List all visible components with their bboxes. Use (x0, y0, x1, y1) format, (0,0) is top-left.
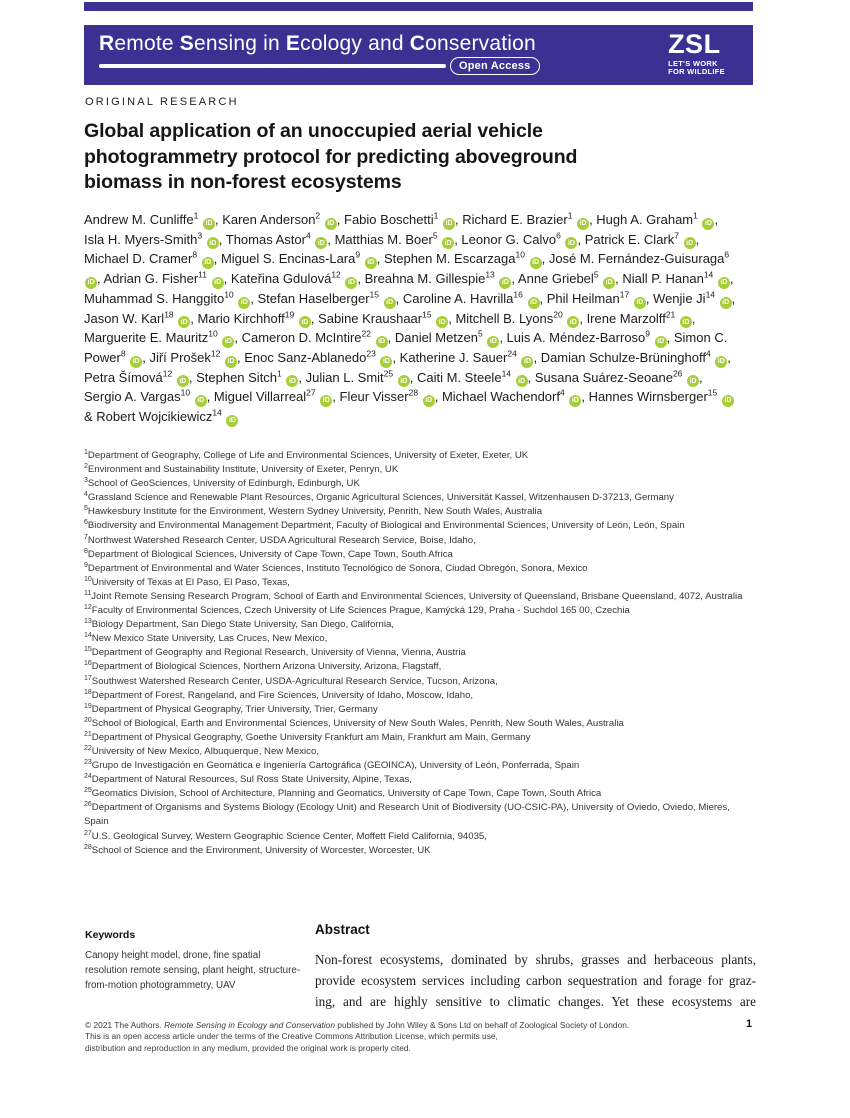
orcid-icon[interactable]: iD (718, 277, 730, 289)
orcid-icon[interactable]: iD (443, 218, 455, 230)
abstract-line: ing, and are highly sensitive to climatic changes. Yet these ecosystems are (315, 994, 756, 1009)
affiliation-item: $^{13}$Biology Department, San Diego State University, San Diego, California, (84, 617, 394, 631)
journal-banner (84, 25, 753, 85)
affiliation-item: $^{10}$University of Texas at El Paso, El Paso, Texas, (84, 575, 290, 588)
author-name: Niall P. Hanan$^{14}$ (622, 269, 714, 287)
orcid-icon[interactable]: iD (222, 336, 234, 348)
orcid-icon[interactable]: iD (702, 218, 714, 230)
author-name: Caroline A. Havrilla$^{16}$ (402, 289, 523, 306)
copyright-prefix: © 2021 The Authors. (85, 1020, 165, 1030)
author-name: Breahna M. Gillespie$^{13}$ (364, 269, 495, 287)
affiliation-item: $^5$Hawkesbury Institute for the Environment, Western Sydney University, Penrith, New South Wales, Australia (84, 505, 543, 518)
author-name: Miguel Villarreal$^{27}$ (213, 388, 316, 405)
journal-title-segment: cology and (300, 32, 410, 55)
affiliation-item: $^2$Environment and Sustainability Institute, University of Exeter, Penryn, UK (84, 462, 399, 476)
affiliation-item: $^{17}$Southwest Watershed Research Center, USDA-Agricultural Research Service, Tucson, Arizona, (84, 674, 498, 687)
orcid-icon[interactable]: iD (178, 316, 190, 328)
author-name: Muhammad S. Hanggito$^{10}$ (84, 289, 234, 306)
keywords-heading: Keywords (85, 929, 136, 941)
orcid-icon[interactable]: iD (722, 395, 734, 407)
author-name: Stephen M. Escarzaga$^{10}$ (383, 250, 525, 267)
authors-block: Andrew M. Cunliffe$^1$ iD , Karen Anderson$^2$ iD , Fabio Boschetti$^1$ iD , Richard E. Brazier$^1$ iD , Hugh A. Graham$^1$ iD , Isla H. Myers-Smith$^3$ iD , Thomas Astor$^4$ iD , Matthias M. Boer$^5$ iD , Leonor G. Calvo$^6$ iD , Patrick E. Clark$^7$ iD , Michael D. Cramer$^8$ iD , Miguel S. Encinas-Lara$^9$ iD , Stephen M. Escarzaga$^{10}$ iD , José M. Fernández-Guisuraga$^6$ iD , Adrian G. Fisher$^{11}$ iD , Kateřina Gdulová$^{12}$ iD , Breahna M. Gillespie$^{13}$ iD , Anne Griebel$^5$ iD , Niall P. Hanan$^{14}$ iD , Muhammad S. Hanggito$^{10}$ iD , Stefan Haselberger$^{15}$ iD , Caroline A. Havrilla$^{16}$ iD , Phil Heilman$^{17}$ iD , Wenjie Ji$^{14}$ iD , Jason W. Karl$^{18}$ iD , Mario Kirchhoff$^{19}$ iD , Sabine Kraushaar$^{15}$ iD , Mitchell B. Lyons$^{20}$ iD , Irene Marzolff$^{21}$ iD , Marguerite E. Mauritz$^{10}$ iD , Cameron D. McIntire$^{22}$ iD , Daniel Metzen$^5$ iD , Luis A. Méndez-Barroso$^9$ iD , Simon C. Power$^8$ iD , Jiří Prošek$^{12}$ iD , Enoc Sanz-Ablanedo$^{23}$ iD , Katherine J. Sauer$^{24}$ iD , Damian Schulze-Brüninghoff$^4$ iD , Petra Šímová$^{12}$ iD , Stephen Sitch$^1$ iD , Julian L. Smit$^{25}$ iD , Caiti M. Steele$^{14}$ iD , Susana Suárez-Seoane$^{26}$ iD , Sergio A. Vargas$^{10}$ iD , Miguel Villarreal$^{27}$ iD , Fleur Visser$^{28}$ iD , Michael Wachendorf$^4$ iD , Hannes Wirnsberger$^{15}$ iD & Robert Wojcikiewicz$^{14}$ iD (84, 210, 740, 427)
author-name: Fabio Boschetti$^1$ (344, 210, 439, 227)
author-name: Michael D. Cramer$^8$ (84, 250, 198, 267)
author-name: Robert Wojcikiewicz$^{14}$ (96, 407, 222, 425)
author-name: Adrian G. Fisher$^{11}$ (103, 269, 207, 287)
author-name: Enoc Sanz-Ablanedo$^{23}$ (244, 348, 376, 365)
orcid-icon[interactable]: iD (398, 375, 410, 387)
footer-copyright (85, 1020, 725, 1054)
author-name: Karen Anderson$^2$ (222, 210, 321, 227)
journal-title-segment: E (285, 32, 301, 55)
affiliation-item: $^1$Department of Geography, College of Life and Environmental Sciences, University of Exeter, Exeter, UK (84, 448, 529, 461)
author-name: Thomas Astor$^4$ (225, 230, 311, 247)
zsl-tagline-line2: FOR WILDLIFE (668, 67, 725, 76)
author-name: Fleur Visser$^{28}$ (339, 388, 419, 405)
orcid-icon[interactable]: iD (130, 356, 142, 368)
orcid-icon[interactable]: iD (569, 395, 581, 407)
author-name: Irene Marzolff$^{21}$ (586, 309, 676, 326)
orcid-icon[interactable]: iD (442, 237, 454, 249)
author-name: Wenjie Ji$^{14}$ (653, 289, 716, 306)
affiliation-item: $^{20}$School of Biological, Earth and Environmental Sciences, University of New South Wales, Penrith, New South Wales, Australia (84, 716, 624, 729)
author-name: Leonor G. Calvo$^6$ (461, 230, 561, 247)
affiliation-item: $^{27}$U.S. Geological Survey, Western Geographic Science Center, Moffett Field California, 94035, (84, 829, 487, 842)
author-name: Sergio A. Vargas$^{10}$ (84, 388, 191, 405)
author-name: Marguerite E. Mauritz$^{10}$ (84, 328, 218, 346)
orcid-icon[interactable]: iD (203, 218, 215, 230)
affiliation-item: $^{19}$Department of Physical Geography, Trier University, Trier, Germany (84, 702, 378, 715)
author-name: Sabine Kraushaar$^{15}$ (318, 309, 432, 326)
keywords-section (85, 929, 303, 993)
author-name: Richard E. Brazier$^1$ (462, 210, 573, 227)
author-name: Jason W. Karl$^{18}$ (84, 309, 174, 326)
author-name: Mario Kirchhoff$^{19}$ (197, 309, 295, 326)
orcid-icon[interactable]: iD (516, 375, 528, 387)
author-name: Julian L. Smit$^{25}$ (305, 368, 394, 385)
abstract-section (315, 922, 756, 1012)
orcid-icon[interactable]: iD (567, 316, 579, 328)
orcid-icon[interactable]: iD (687, 375, 699, 387)
affiliation-item: $^{18}$Department of Forest, Rangeland, and Fire Sciences, University of Idaho, Moscow, Idaho, (84, 688, 474, 701)
affiliation-item: $^{16}$Department of Biological Sciences, Northern Arizona University, Arizona, Flagstaff, (84, 660, 442, 673)
banner-divider-rule (99, 64, 446, 68)
author-name: Hannes Wirnsberger$^{15}$ (588, 388, 718, 405)
open-access-badge[interactable]: Open Access (450, 57, 540, 75)
affiliation-item: $^8$Department of Biological Sciences, University of Cape Town, Cape Town, South Africa (84, 547, 453, 560)
affiliation-item: $^6$Biodiversity and Environmental Management Department, Faculty of Biological and Environmental Sciences, University of León, León, Spain (84, 519, 685, 532)
orcid-icon[interactable]: iD (380, 356, 392, 368)
author-name: Isla H. Myers-Smith$^3$ (84, 230, 203, 247)
page-number: 1 (746, 1018, 753, 1030)
orcid-icon[interactable]: iD (177, 375, 189, 387)
orcid-icon[interactable]: iD (655, 336, 667, 348)
journal-title-segment: emote (114, 32, 180, 55)
author-name: Daniel Metzen$^5$ (394, 328, 483, 346)
orcid-icon[interactable]: iD (345, 277, 357, 289)
orcid-icon[interactable]: iD (436, 316, 448, 328)
affiliation-item: $^4$Grassland Science and Renewable Plant Resources, Organic Agricultural Sciences, Universität Kassel, Witzenhausen D-37213, Germany (84, 491, 674, 504)
author-name: Kateřina Gdulová$^{12}$ (230, 269, 341, 287)
author-name: Luis A. Méndez-Barroso$^9$ (506, 328, 651, 346)
journal-title-segment: onservation (425, 32, 536, 55)
affiliation-item: $^{14}$New Mexico State University, Las Cruces, New Mexico, (84, 632, 328, 645)
journal-title (99, 32, 536, 56)
author-name: Matthias M. Boer$^5$ (334, 230, 438, 247)
zsl-logo (668, 31, 725, 76)
author-name: Miguel S. Encinas-Lara$^9$ (220, 250, 361, 267)
journal-title-segment: S (179, 32, 194, 55)
abstract-text (315, 949, 756, 1012)
author-name: Phil Heilman$^{17}$ (546, 289, 630, 306)
zsl-tagline-line1: LET'S WORK (668, 59, 718, 68)
affiliation-item: $^{11}$Joint Remote Sensing Research Program, School of Earth and Environmental Sciences, University of Queensland, Brisbane Queensland, 4072, Australia (84, 589, 743, 602)
orcid-icon[interactable]: iD (603, 277, 615, 289)
author-name: Susana Suárez-Seoane$^{26}$ (534, 368, 683, 385)
author-name: Simon C. Power$^8$ (84, 330, 728, 365)
affiliation-item: $^{12}$Faculty of Environmental Sciences, Czech University of Life Sciences Prague, Kamýcká 129, Praha - Suchdol 165 00, Czechia (84, 603, 630, 617)
zsl-tagline (668, 60, 725, 76)
orcid-icon[interactable]: iD (530, 257, 542, 269)
orcid-icon[interactable]: iD (487, 336, 499, 348)
orcid-icon[interactable]: iD (202, 257, 214, 269)
keywords-text: Canopy height model, drone, fine spatial resolution remote sensing, plant height, structure-from-motion photogrammetry, UAV (85, 950, 301, 991)
author-name: Patrick E. Clark$^7$ (584, 230, 679, 247)
license-line-2: distribution and reproduction in any medium, provided the original work is properly cited. (85, 1042, 411, 1053)
orcid-icon[interactable]: iD (499, 277, 511, 289)
orcid-icon[interactable]: iD (720, 297, 732, 309)
orcid-icon[interactable]: iD (212, 277, 224, 289)
author-name: Caiti M. Steele$^{14}$ (417, 368, 512, 385)
affiliation-item: $^{21}$Department of Physical Geography, Goethe University Frankfurt am Main, Frankfurt am Main, Germany (84, 730, 531, 743)
copyright-suffix: published by John Wiley & Sons Ltd on behalf of Zoological Society of London. (334, 1020, 630, 1030)
author-name: Cameron D. McIntire$^{22}$ (241, 328, 371, 346)
orcid-icon[interactable]: iD (299, 316, 311, 328)
orcid-icon[interactable]: iD (226, 415, 238, 427)
author-name: Stefan Haselberger$^{15}$ (257, 289, 379, 306)
author-name: Andrew M. Cunliffe$^1$ (84, 210, 199, 227)
affiliation-item: $^9$Department of Environmental and Water Sciences, Instituto Tecnológico de Sonora, Ciudad Obregón, Sonora, Mexico (84, 561, 588, 574)
orcid-icon[interactable]: iD (238, 297, 250, 309)
affiliation-item: $^{26}$Department of Organisms and Systems Biology (Ecology Unit) and Research Unit of Biodiversity (UO-CSIC-PA), University of Oviedo, Oviedo, Mieres, Spain (84, 801, 730, 828)
top-accent-bar (84, 2, 753, 11)
author-name: Hugh A. Graham$^1$ (596, 210, 698, 227)
author-name: Petra Šímová$^{12}$ (84, 368, 173, 385)
author-name: Jiří Prošek$^{12}$ (149, 348, 221, 365)
orcid-icon[interactable]: iD (207, 237, 219, 249)
zsl-logo-text: ZSL (668, 29, 721, 59)
author-name: Michael Wachendorf$^4$ (441, 388, 565, 405)
orcid-icon[interactable]: iD (577, 218, 589, 230)
affiliation-item: $^{23}$Grupo de Investigación en Geomática e Ingeniería Cartográfica (GEOINCA), University of León, Ponferrada, Spain (84, 758, 580, 772)
orcid-icon[interactable]: iD (528, 297, 540, 309)
author-name: Mitchell B. Lyons$^{20}$ (455, 309, 563, 326)
author-name: Anne Griebel$^5$ (517, 269, 599, 287)
affiliation-item: $^{15}$Department of Geography and Regional Research, University of Vienna, Vienna, Austria (84, 646, 466, 659)
affiliation-item: $^{22}$University of New Mexico, Albuquerque, New Mexico, (84, 744, 319, 757)
author-name: Damian Schulze-Brüninghoff$^4$ (540, 348, 711, 365)
orcid-icon[interactable]: iD (521, 356, 533, 368)
orcid-icon[interactable]: iD (423, 395, 435, 407)
author-name: José M. Fernández-Guisuraga$^6$ (548, 250, 730, 267)
section-label: ORIGINAL RESEARCH (85, 96, 239, 108)
orcid-icon[interactable]: iD (384, 297, 396, 309)
orcid-icon[interactable]: iD (85, 277, 97, 289)
affiliations-list (84, 449, 757, 858)
affiliation-item: $^{24}$Department of Natural Resources, Sul Ross State University, Alpine, Texas, (84, 772, 412, 786)
copyright-line (85, 1020, 725, 1031)
abstract-heading: Abstract (315, 922, 370, 937)
orcid-icon[interactable]: iD (325, 218, 337, 230)
orcid-icon[interactable]: iD (715, 356, 727, 368)
orcid-icon[interactable]: iD (286, 375, 298, 387)
orcid-icon[interactable]: iD (195, 395, 207, 407)
affiliation-item: $^3$School of GeoSciences, University of Edinburgh, Edinburgh, UK (84, 477, 360, 490)
journal-title-segment: R (99, 32, 115, 55)
journal-name-italic: Remote Sensing in Ecology and Conservation (164, 1020, 335, 1030)
journal-title-segment: ensing in (194, 32, 286, 55)
orcid-icon[interactable]: iD (315, 237, 327, 249)
orcid-icon[interactable]: iD (634, 297, 646, 309)
affiliation-item: $^7$Northwest Watershed Research Center, USDA Agricultural Research Service, Boise, Idaho, (84, 533, 476, 546)
author-name: Stephen Sitch$^1$ (196, 368, 282, 385)
orcid-icon[interactable]: iD (680, 316, 692, 328)
paper-title: Global application of an unoccupied aerial vehicle photogrammetry protocol for predicting aboveground biomass in non-forest ecosystems (84, 120, 578, 193)
orcid-icon[interactable]: iD (225, 356, 237, 368)
orcid-icon[interactable]: iD (320, 395, 332, 407)
affiliation-item: $^{25}$Geomatics Division, School of Architecture, Planning and Geomatics, University of Cape Town, Cape Town, South Africa (84, 787, 602, 800)
orcid-icon[interactable]: iD (684, 237, 696, 249)
orcid-icon[interactable]: iD (565, 237, 577, 249)
orcid-icon[interactable]: iD (376, 336, 388, 348)
abstract-line: Non-forest ecosystems, dominated by shrubs, grasses and herbaceous plants, (315, 952, 756, 967)
journal-title-segment: C (409, 32, 426, 55)
abstract-line: provide ecosystem services including carbon sequestration and forage for graz- (315, 973, 756, 988)
author-name: Katherine J. Sauer$^{24}$ (399, 348, 517, 365)
license-line-1: This is an open access article under the terms of the Creative Commons Attribution License, which permits use, (85, 1031, 498, 1042)
orcid-icon[interactable]: iD (365, 257, 377, 269)
affiliation-item: $^{28}$School of Science and the Environment, University of Worcester, Worcester, UK (84, 843, 431, 856)
